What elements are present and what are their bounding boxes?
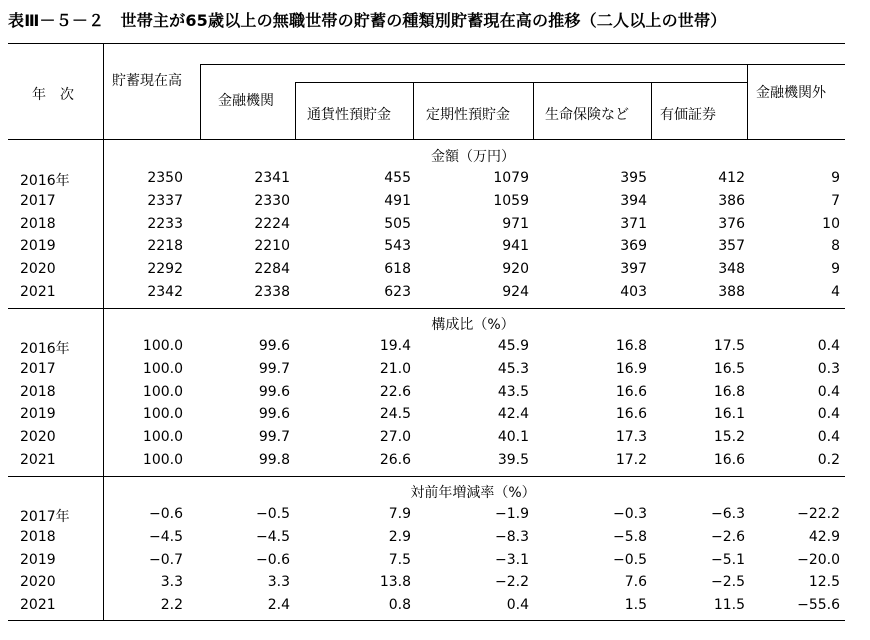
cell-securities: 16.8 xyxy=(713,383,745,400)
cell-time-deposit: −8.3 xyxy=(495,528,529,545)
row-year: 2021 xyxy=(20,597,56,614)
cell-non-financial: 42.9 xyxy=(808,528,840,545)
cell-life-insurance: −0.5 xyxy=(613,551,647,568)
cell-time-deposit: 941 xyxy=(502,238,529,255)
cell-currency-deposit: 26.6 xyxy=(379,452,411,468)
cell-non-financial: −20.0 xyxy=(797,551,840,568)
row-year: 2019 xyxy=(20,238,56,255)
cell-life-insurance: 371 xyxy=(620,215,647,232)
cell-non-financial: 0.4 xyxy=(817,338,840,354)
cell-currency-deposit: 21.0 xyxy=(379,360,411,377)
cell-non-financial: 8 xyxy=(831,238,840,255)
row-year: 2020 xyxy=(20,261,56,278)
cell-currency-deposit: 0.8 xyxy=(388,597,411,614)
cell-time-deposit: −1.9 xyxy=(495,506,529,522)
row-year: 2020 xyxy=(20,429,56,446)
row-year: 2021 xyxy=(20,452,56,468)
cell-currency-deposit: 455 xyxy=(384,170,411,186)
row-year: 2021 xyxy=(20,284,56,300)
row-year: 2020 xyxy=(20,574,56,591)
cell-total: −0.7 xyxy=(149,551,183,568)
header-securities: 有価証券 xyxy=(660,107,716,123)
row-year: 2018 xyxy=(20,528,56,545)
cell-financial: 2210 xyxy=(254,238,290,255)
cell-time-deposit: 924 xyxy=(502,284,529,300)
cell-life-insurance: 17.3 xyxy=(615,429,647,446)
cell-total: −0.6 xyxy=(149,506,183,522)
row-year: 2017 xyxy=(20,192,56,209)
cell-currency-deposit: 27.0 xyxy=(379,429,411,446)
cell-securities: −2.5 xyxy=(711,574,745,591)
header-year: 年 次 xyxy=(32,87,74,103)
cell-life-insurance: 17.2 xyxy=(615,452,647,468)
cell-non-financial: 0.2 xyxy=(817,452,840,468)
table-top-rule xyxy=(8,43,845,44)
cell-life-insurance: 403 xyxy=(620,284,647,300)
cell-securities: 357 xyxy=(718,238,745,255)
cell-life-insurance: 394 xyxy=(620,192,647,209)
section-rule-1 xyxy=(8,308,845,309)
cell-currency-deposit: 491 xyxy=(384,192,411,209)
cell-total: 2292 xyxy=(147,261,183,278)
cell-currency-deposit: 13.8 xyxy=(379,574,411,591)
header-life-insurance: 生命保険など xyxy=(545,107,629,123)
header-time-deposit: 定期性預貯金 xyxy=(426,107,510,123)
cell-securities: 388 xyxy=(718,284,745,300)
cell-financial: 99.8 xyxy=(258,452,290,468)
cell-securities: 15.2 xyxy=(713,429,745,446)
cell-currency-deposit: 505 xyxy=(384,215,411,232)
cell-life-insurance: 16.8 xyxy=(615,338,647,354)
cell-currency-deposit: 19.4 xyxy=(379,338,411,354)
section-label: 構成比（%） xyxy=(431,317,515,333)
cell-securities: 11.5 xyxy=(713,597,745,614)
cell-financial: 99.7 xyxy=(258,360,290,377)
row-year: 2017年 xyxy=(20,509,70,525)
cell-financial: −0.5 xyxy=(256,506,290,522)
cell-currency-deposit: 7.5 xyxy=(388,551,411,568)
cell-total: 100.0 xyxy=(142,360,183,377)
cell-time-deposit: −3.1 xyxy=(495,551,529,568)
cell-non-financial: 12.5 xyxy=(808,574,840,591)
cell-securities: 16.6 xyxy=(713,452,745,468)
header-divider-financial xyxy=(200,64,201,139)
cell-total: 2350 xyxy=(147,170,183,186)
cell-total: 2218 xyxy=(147,238,183,255)
cell-time-deposit: 920 xyxy=(502,261,529,278)
row-year: 2018 xyxy=(20,383,56,400)
cell-financial: 99.6 xyxy=(258,338,290,354)
row-year: 2018 xyxy=(20,215,56,232)
cell-life-insurance: −0.3 xyxy=(613,506,647,522)
cell-securities: −2.6 xyxy=(711,528,745,545)
cell-time-deposit: 971 xyxy=(502,215,529,232)
cell-non-financial: −55.6 xyxy=(797,597,840,614)
header-non-financial: 金融機関外 xyxy=(756,85,826,101)
cell-non-financial: 4 xyxy=(831,284,840,300)
cell-non-financial: 9 xyxy=(831,170,840,186)
table-bottom-rule xyxy=(8,620,845,621)
cell-financial: 3.3 xyxy=(267,574,290,591)
header-subgroup-rule xyxy=(200,64,747,65)
cell-securities: 412 xyxy=(718,170,745,186)
row-year: 2017 xyxy=(20,360,56,377)
cell-time-deposit: 42.4 xyxy=(497,406,529,423)
cell-currency-deposit: 7.9 xyxy=(388,506,411,522)
cell-financial: 99.6 xyxy=(258,406,290,423)
cell-life-insurance: 16.9 xyxy=(615,360,647,377)
cell-non-financial: 0.4 xyxy=(817,429,840,446)
header-total: 貯蓄現在高 xyxy=(112,73,182,89)
cell-time-deposit: 1059 xyxy=(493,192,529,209)
cell-total: 3.3 xyxy=(160,574,183,591)
header-category-rule xyxy=(295,82,747,83)
cell-time-deposit: 0.4 xyxy=(506,597,529,614)
cell-currency-deposit: 24.5 xyxy=(379,406,411,423)
cell-total: 100.0 xyxy=(142,383,183,400)
header-inner-rule xyxy=(747,64,845,65)
cell-currency-deposit: 623 xyxy=(384,284,411,300)
cell-financial: 2.4 xyxy=(267,597,290,614)
cell-financial: −4.5 xyxy=(256,528,290,545)
header-divider-time xyxy=(413,82,414,139)
cell-non-financial: −22.2 xyxy=(797,506,840,522)
header-divider-currency xyxy=(295,82,296,139)
cell-financial: 2330 xyxy=(254,192,290,209)
cell-non-financial: 9 xyxy=(831,261,840,278)
cell-total: 100.0 xyxy=(142,338,183,354)
cell-currency-deposit: 618 xyxy=(384,261,411,278)
cell-securities: 348 xyxy=(718,261,745,278)
cell-life-insurance: 395 xyxy=(620,170,647,186)
header-currency-deposit: 通貨性預貯金 xyxy=(307,107,391,123)
cell-total: 2342 xyxy=(147,284,183,300)
section-rule-2 xyxy=(8,476,845,477)
cell-total: 100.0 xyxy=(142,452,183,468)
cell-total: 100.0 xyxy=(142,406,183,423)
cell-time-deposit: 39.5 xyxy=(497,452,529,468)
cell-total: 2.2 xyxy=(160,597,183,614)
cell-non-financial: 0.4 xyxy=(817,383,840,400)
cell-total: 2233 xyxy=(147,215,183,232)
table-title: 表Ⅲ－５－２ 世帯主が65歳以上の無職世帯の貯蓄の種類別貯蓄現在高の推移（二人以上の世帯） xyxy=(8,11,727,30)
header-bottom-rule xyxy=(8,139,845,140)
cell-financial: 2338 xyxy=(254,284,290,300)
cell-time-deposit: 45.9 xyxy=(497,338,529,354)
cell-non-financial: 0.4 xyxy=(817,406,840,423)
cell-total: −4.5 xyxy=(149,528,183,545)
cell-life-insurance: 397 xyxy=(620,261,647,278)
row-year: 2016年 xyxy=(20,173,70,189)
cell-currency-deposit: 2.9 xyxy=(388,528,411,545)
header-divider-securities xyxy=(651,82,652,139)
header-divider-nonfinancial xyxy=(747,64,748,139)
cell-life-insurance: −5.8 xyxy=(613,528,647,545)
cell-time-deposit: −2.2 xyxy=(495,574,529,591)
cell-securities: 17.5 xyxy=(713,338,745,354)
cell-financial: 99.7 xyxy=(258,429,290,446)
cell-securities: 16.1 xyxy=(713,406,745,423)
cell-non-financial: 10 xyxy=(822,215,840,232)
cell-life-insurance: 16.6 xyxy=(615,406,647,423)
cell-financial: 2224 xyxy=(254,215,290,232)
cell-time-deposit: 40.1 xyxy=(497,429,529,446)
cell-time-deposit: 43.5 xyxy=(497,383,529,400)
cell-currency-deposit: 543 xyxy=(384,238,411,255)
cell-securities: −5.1 xyxy=(711,551,745,568)
cell-financial: 99.6 xyxy=(258,383,290,400)
cell-financial: 2341 xyxy=(254,170,290,186)
cell-currency-deposit: 22.6 xyxy=(379,383,411,400)
cell-securities: −6.3 xyxy=(711,506,745,522)
cell-total: 2337 xyxy=(147,192,183,209)
cell-life-insurance: 1.5 xyxy=(624,597,647,614)
header-financial: 金融機関 xyxy=(218,93,274,109)
cell-time-deposit: 1079 xyxy=(493,170,529,186)
header-divider-insurance xyxy=(533,82,534,139)
cell-securities: 376 xyxy=(718,215,745,232)
row-year: 2019 xyxy=(20,406,56,423)
year-column-divider xyxy=(103,43,104,620)
section-label: 対前年増減率（%） xyxy=(410,485,536,501)
cell-life-insurance: 7.6 xyxy=(624,574,647,591)
section-label: 金額（万円） xyxy=(431,149,515,165)
cell-financial: 2284 xyxy=(254,261,290,278)
cell-life-insurance: 16.6 xyxy=(615,383,647,400)
cell-non-financial: 0.3 xyxy=(817,360,840,377)
cell-life-insurance: 369 xyxy=(620,238,647,255)
cell-non-financial: 7 xyxy=(831,192,840,209)
cell-time-deposit: 45.3 xyxy=(497,360,529,377)
cell-securities: 386 xyxy=(718,192,745,209)
cell-total: 100.0 xyxy=(142,429,183,446)
cell-financial: −0.6 xyxy=(256,551,290,568)
cell-securities: 16.5 xyxy=(713,360,745,377)
row-year: 2016年 xyxy=(20,341,70,357)
row-year: 2019 xyxy=(20,551,56,568)
